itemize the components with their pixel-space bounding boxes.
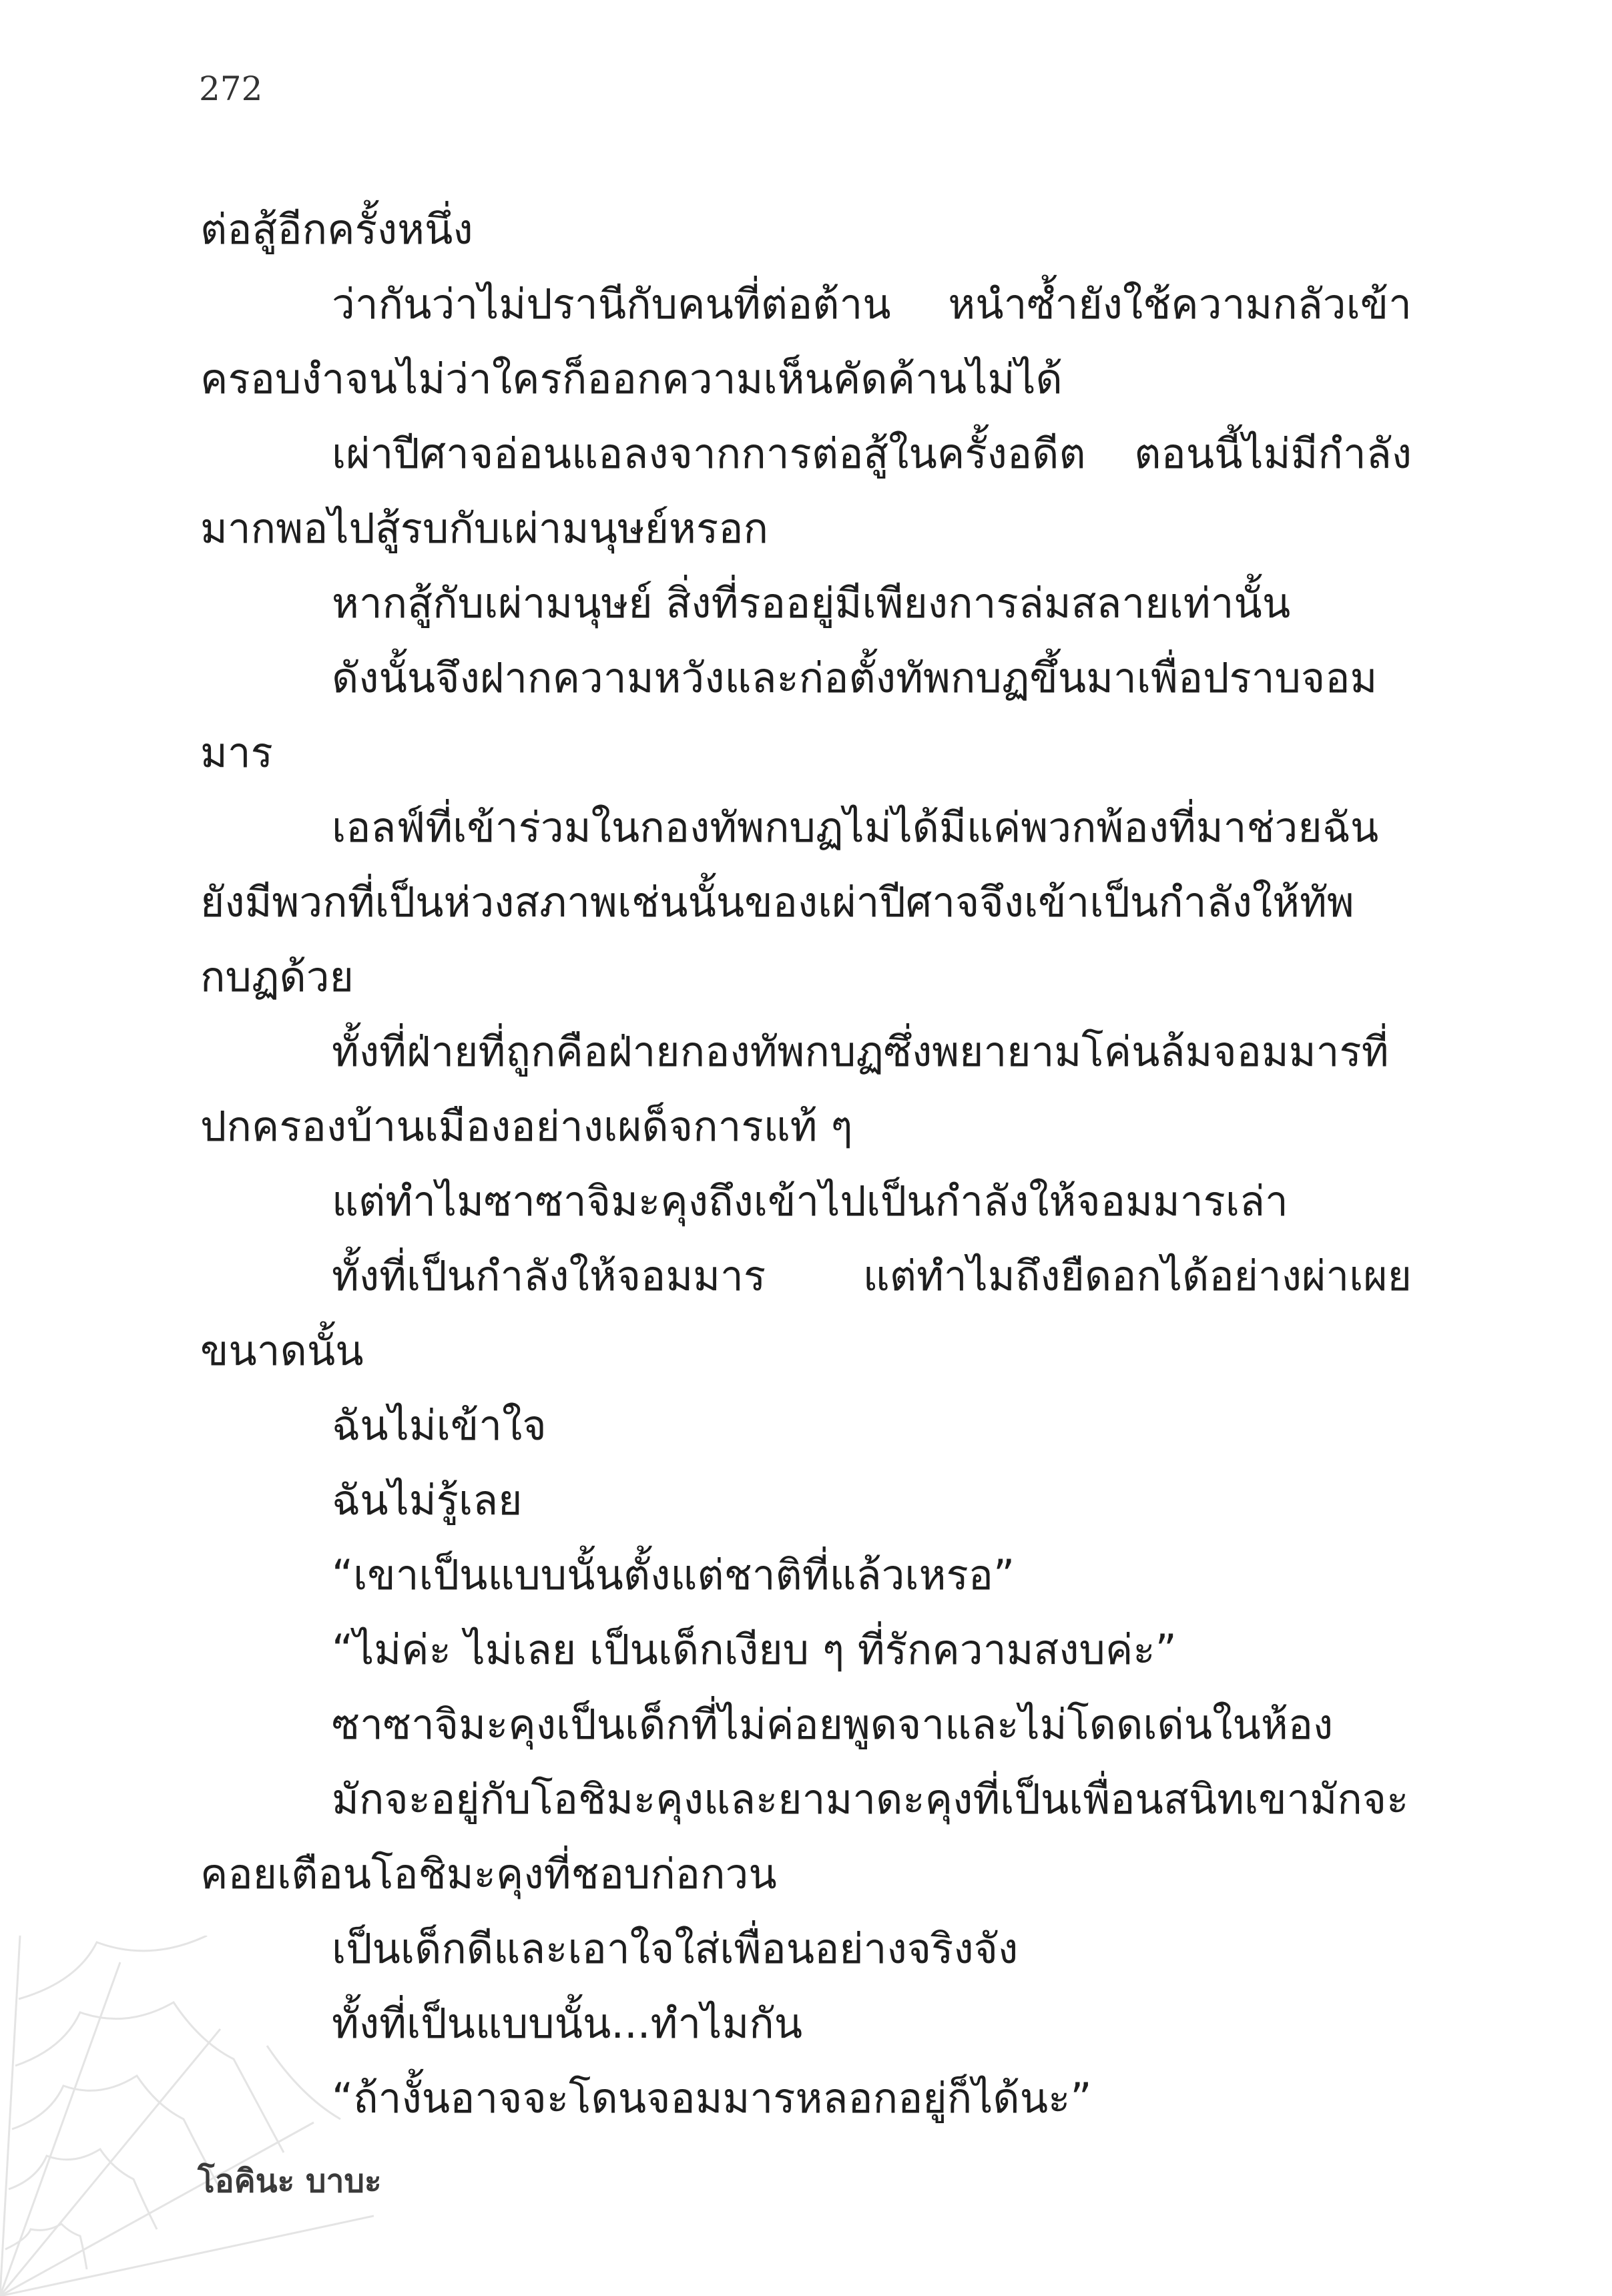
- paragraph: เผ่าปีศาจอ่อนแอลงจากการต่อสู้ในครั้งอดีต ตอนนี้ไม่มีกำลังมากพอไปสู้รบกับเผ่ามนุษย์หรอก: [200, 429, 1412, 553]
- paragraph: แต่ทำไมซาซาจิมะคุงถึงเข้าไปเป็นกำลังให้จอมมารเล่า: [332, 1177, 1288, 1225]
- paragraph: ทั้งที่ฝ่ายที่ถูกคือฝ่ายกองทัพกบฏซึ่งพยายามโค่นล้มจอมมารที่ปกครองบ้านเมืองอย่างเผด็จการแท้ ๆ: [200, 1027, 1389, 1151]
- paragraph: “ถ้างั้นอาจจะโดนจอมมารหลอกอยู่ก็ได้นะ”: [332, 2074, 1092, 2122]
- paragraph: ทั้งที่เป็นกำลังให้จอมมาร แต่ทำไมถึงยืดอกได้อย่างผ่าเผยขนาดนั้น: [200, 1251, 1412, 1375]
- author-name: โอคินะ บาบะ: [198, 2163, 382, 2200]
- paragraph: ว่ากันว่าไม่ปรานีกับคนที่ต่อต้าน หนำซ้ำยังใช้ความกลัวเข้าครอบงำจนไม่ว่าใครก็ออกความเห็นคัดค้านไม่ได้: [200, 280, 1412, 403]
- spider-web-icon: [0, 1936, 374, 2296]
- body-text: [200, 192, 1412, 2136]
- paragraph: หากสู้กับเผ่ามนุษย์ สิ่งที่รออยู่มีเพียงการล่มสลายเท่านั้น: [332, 579, 1291, 627]
- paragraph: ดังนั้นจึงฝากความหวังและก่อตั้งทัพกบฏขึ้นมาเพื่อปราบจอมมาร: [200, 653, 1378, 777]
- paragraph: ซาซาจิมะคุงเป็นเด็กที่ไม่ค่อยพูดจาและไม่โดดเด่นในห้อง: [332, 1700, 1334, 1749]
- paragraph: ต่อสู้อีกครั้งหนึ่ง: [200, 205, 473, 254]
- paragraph: “เขาเป็นแบบนั้นตั้งแต่ชาติที่แล้วเหรอ”: [332, 1550, 1015, 1599]
- paragraph: “ไม่ค่ะ ไม่เลย เป็นเด็กเงียบ ๆ ที่รักความสงบค่ะ”: [332, 1625, 1177, 1674]
- paragraph: ฉันไม่เข้าใจ: [332, 1401, 547, 1450]
- paragraph: เป็นเด็กดีและเอาใจใส่เพื่อนอย่างจริงจัง: [332, 1924, 1019, 1973]
- page-number: 272: [199, 69, 263, 108]
- paragraph: มักจะอยู่กับโอชิมะคุงและยามาดะคุงที่เป็นเพื่อนสนิทเขามักจะคอยเตือนโอชิมะคุงที่ชอบก่อกวน: [200, 1775, 1409, 1898]
- paragraph: ฉันไม่รู้เลย: [332, 1476, 523, 1524]
- paragraph: ทั้งที่เป็นแบบนั้น...ทำไมกัน: [332, 1999, 803, 2048]
- paragraph: เอลฟ์ที่เข้าร่วมในกองทัพกบฏไม่ได้มีแค่พวกพ้องที่มาช่วยฉันยังมีพวกที่เป็นห่วงสภาพเช่นนั้นของเผ่าปีศาจจึงเข้าเป็นกำลังให้ทัพกบฏด้วย: [200, 803, 1379, 1001]
